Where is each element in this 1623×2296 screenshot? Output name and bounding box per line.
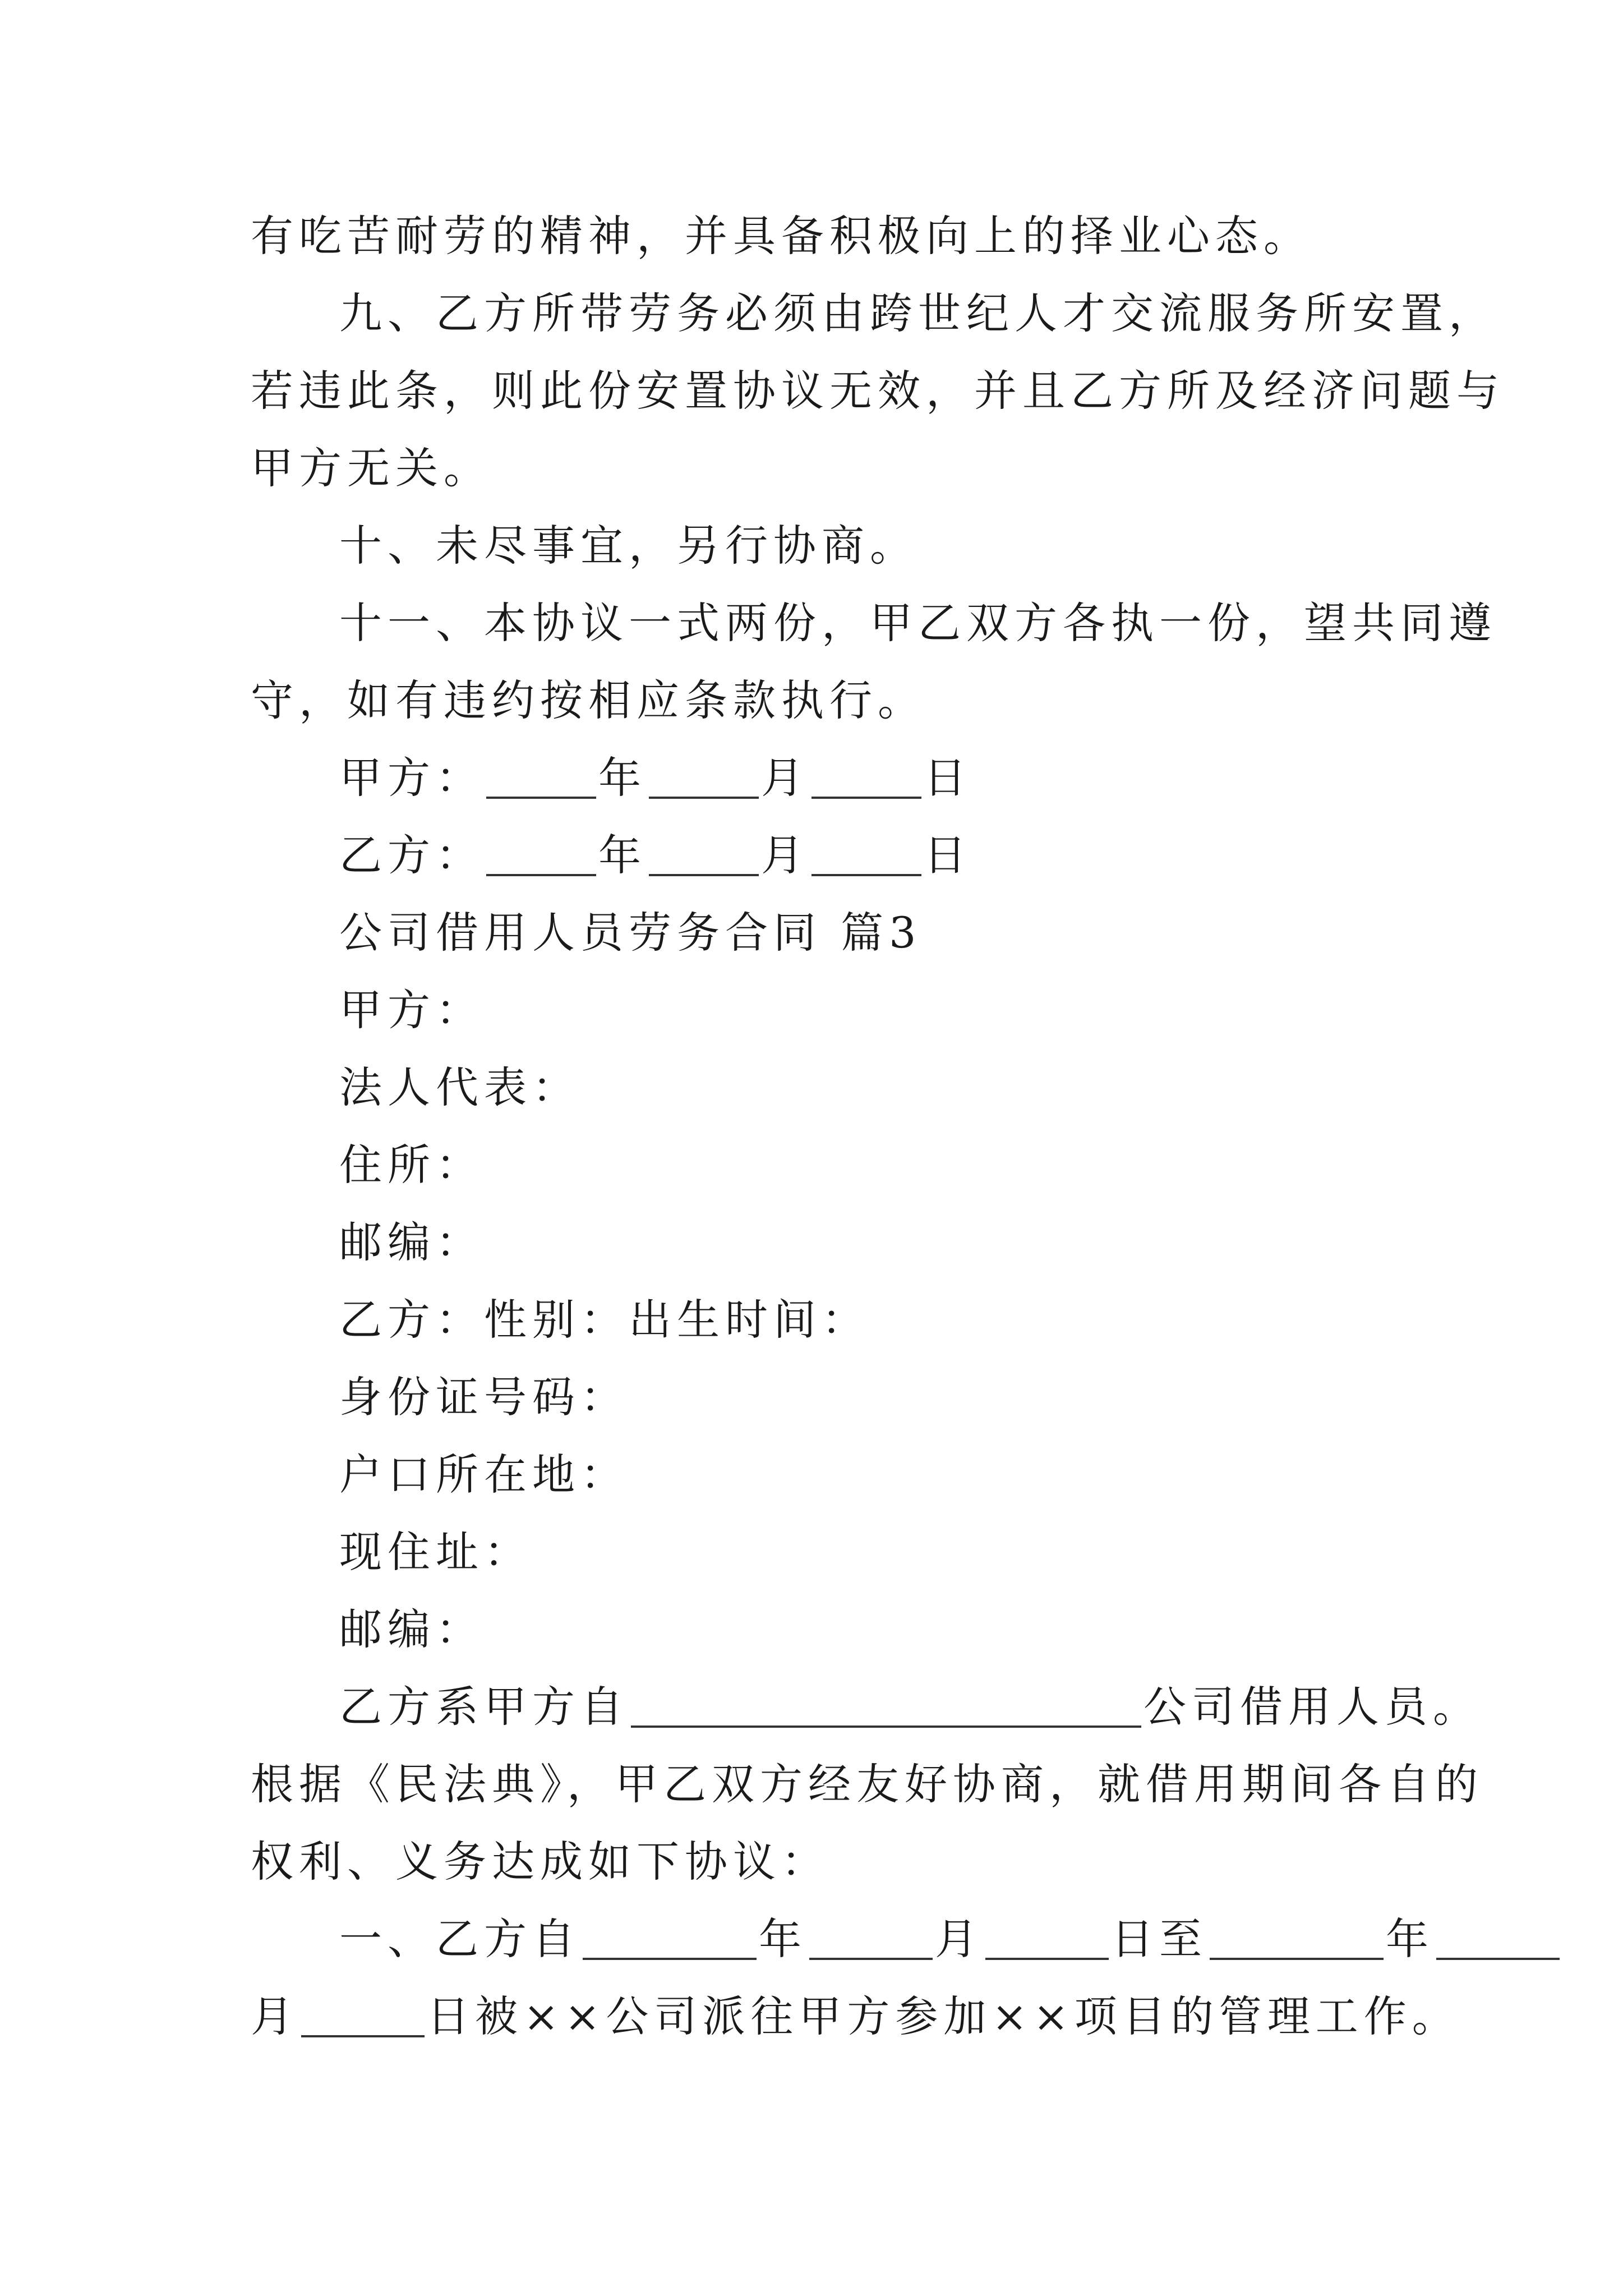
borrow-prefix: 乙方系甲方自 (339, 1682, 629, 1732)
month-label: 月 (251, 1991, 299, 2041)
field-line: 邮编： (339, 1217, 484, 1267)
field-line: 甲方： (339, 985, 484, 1035)
day-label: 日 (924, 830, 972, 880)
month-label: 月 (935, 1914, 983, 1964)
field-line: 身份证号码： (339, 1372, 629, 1422)
month-blank (649, 757, 759, 799)
day-blank (811, 757, 921, 799)
signature-line-party-b (0, 825, 1623, 886)
day-blank (985, 1918, 1109, 1960)
day-blank (301, 1996, 425, 2037)
year-label: 年 (598, 830, 647, 880)
clause-line (0, 1908, 1623, 1970)
signature-line-party-a (0, 747, 1623, 809)
paragraph-line: 九、乙方所带劳务必须由跨世纪人才交流服务所安置， (339, 288, 1497, 338)
field-line: 乙方：性别：出生时间： (339, 1295, 870, 1345)
clause-text: 日被××公司派往甲方参加××项目的管理工作。 (427, 1991, 1460, 2041)
year-label: 年 (759, 1914, 807, 1964)
month-blank (1436, 1918, 1560, 1960)
month-label: 月 (761, 830, 809, 880)
paragraph-line: 守，如有违约按相应条款执行。 (251, 675, 926, 725)
year-blank (486, 757, 596, 799)
paragraph-line: 十、未尽事宜，另行协商。 (339, 521, 918, 570)
paragraph-line: 权利、义务达成如下协议： (251, 1837, 829, 1887)
paragraph-line: 有吃苦耐劳的精神，并具备积极向上的择业心态。 (251, 211, 1312, 261)
year-blank (583, 1918, 757, 1960)
borrow-line (0, 1676, 1623, 1738)
month-label: 月 (761, 753, 809, 803)
year-label: 年 (1386, 1914, 1434, 1964)
signature-label: 甲方： (339, 753, 484, 803)
field-line: 户口所在地： (339, 1450, 629, 1499)
day-blank (811, 835, 921, 876)
borrow-suffix: 公司借用人员。 (1144, 1682, 1481, 1732)
paragraph-line: 十一、本协议一式两份，甲乙双方各执一份，望共同遵 (339, 598, 1497, 648)
month-blank (649, 835, 759, 876)
day-label: 日至 (1111, 1914, 1207, 1964)
field-line: 现住址： (339, 1527, 532, 1577)
paragraph-line: 甲方无关。 (251, 443, 492, 493)
section-title: 公司借用人员劳务合同 篇3 (339, 908, 922, 958)
clause-line (0, 1986, 1623, 2047)
field-line: 邮编： (339, 1604, 484, 1654)
clause-text: 一、乙方自 (339, 1914, 580, 1964)
year-blank (1210, 1918, 1384, 1960)
paragraph-line: 根据《民法典》，甲乙双方经友好协商，就借用期间各自的 (251, 1759, 1483, 1809)
day-label: 日 (924, 753, 972, 803)
field-line: 住所： (339, 1140, 484, 1190)
year-blank (486, 835, 596, 876)
company-blank (631, 1686, 1141, 1728)
signature-label: 乙方： (339, 830, 484, 880)
month-blank (809, 1918, 933, 1960)
field-line: 法人代表： (339, 1062, 580, 1112)
year-label: 年 (598, 753, 647, 803)
paragraph-line: 若违此条，则此份安置协议无效，并且乙方所及经济问题与 (251, 366, 1505, 416)
